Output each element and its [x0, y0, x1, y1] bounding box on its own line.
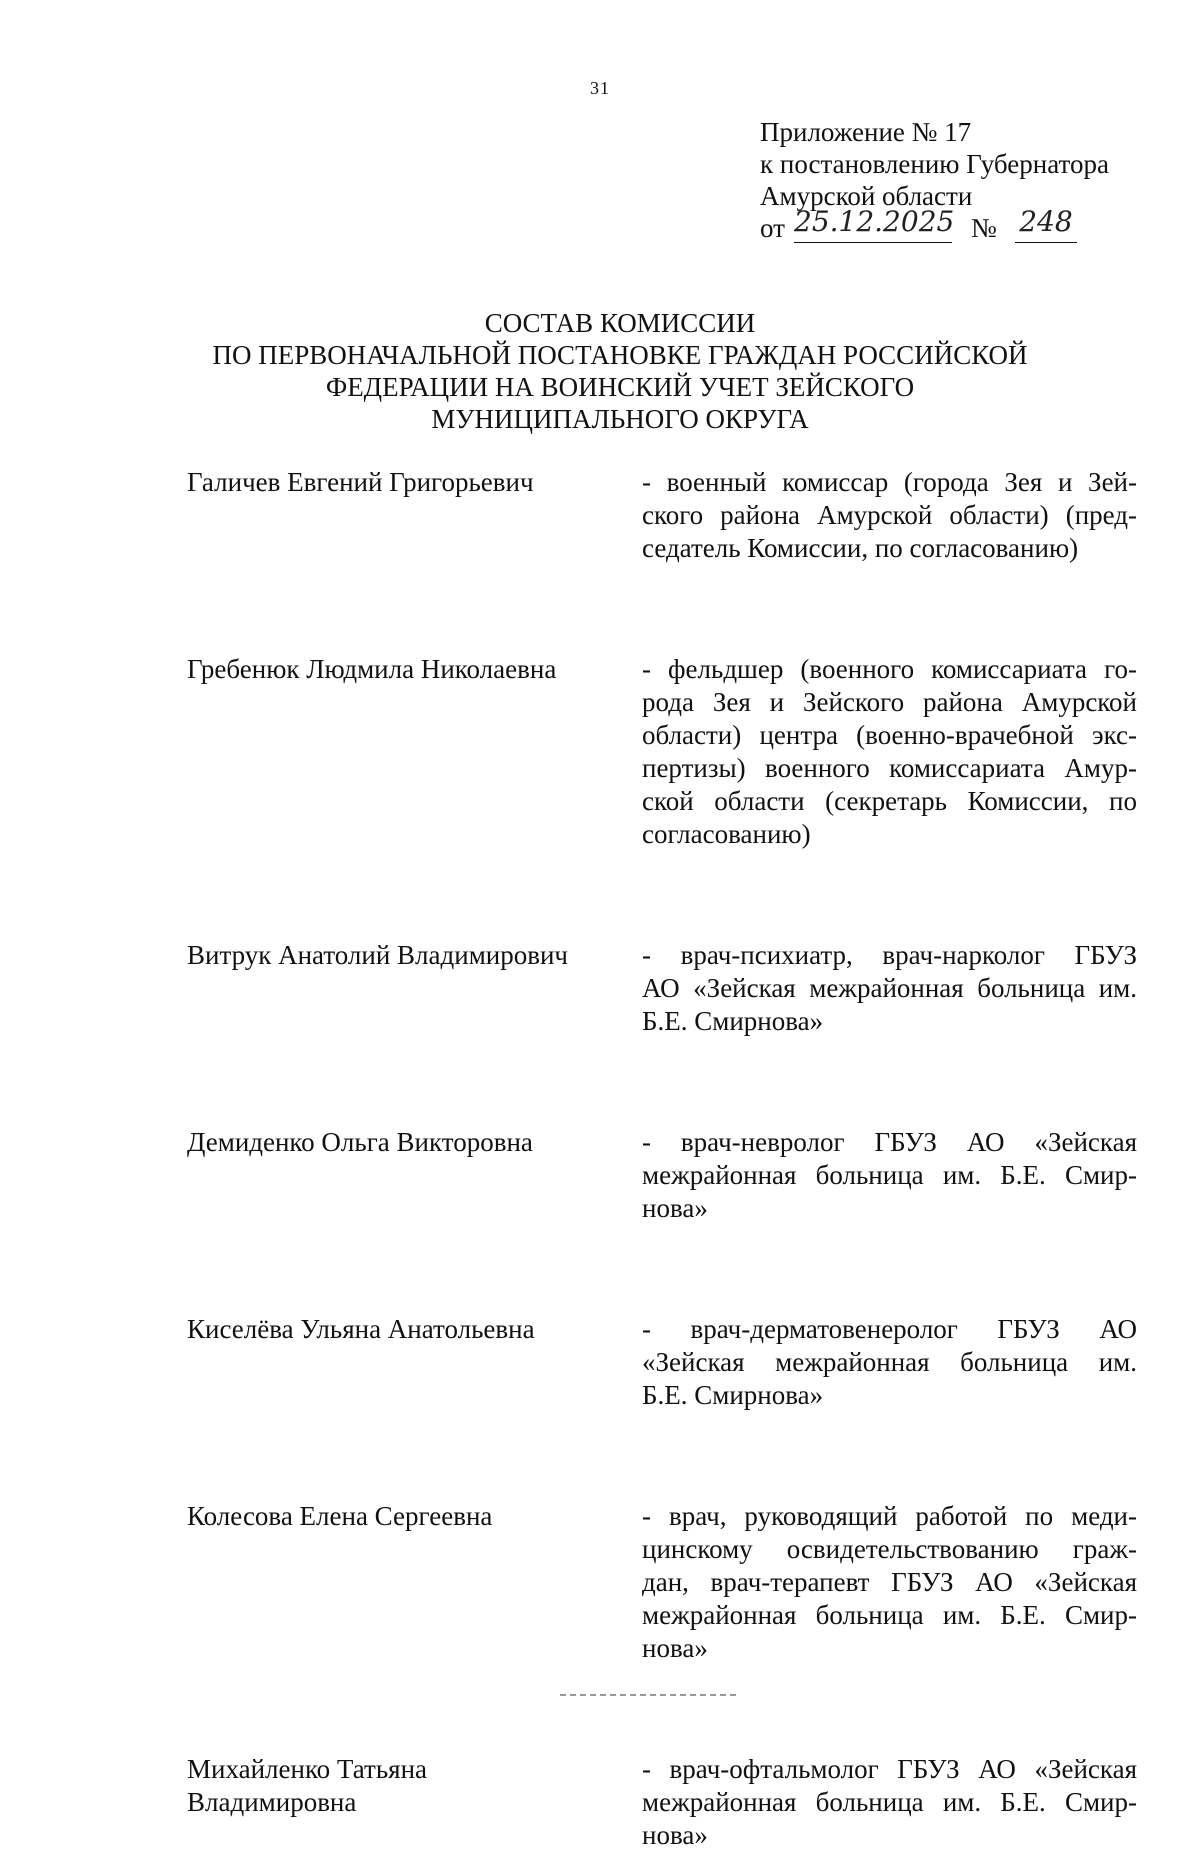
member-role-line: ского района Амурской области) (пред-	[642, 500, 1137, 530]
member-role-line: области) центра (военно-врачебной экс-	[642, 720, 1137, 750]
title-line-2: ПО ПЕРВОНАЧАЛЬНОЙ ПОСТАНОВКЕ ГРАЖДАН РОССИЙСКОЙ	[212, 340, 1028, 370]
member-role-line: - врач, руководящий работой по меди-	[642, 1501, 1137, 1531]
document-title	[160, 307, 1080, 435]
member-role-line: нова»	[642, 1820, 708, 1850]
member-row	[187, 939, 1137, 1038]
member-role-line: рода Зея и Зейского района Амурской	[642, 687, 1137, 717]
member-role-line: межрайонная больница им. Б.Е. Смир-	[642, 1600, 1137, 1630]
member-role-line: «Зейская межрайонная больница им.	[642, 1347, 1137, 1377]
member-row	[187, 466, 1137, 565]
member-role-line: пертизы) военного комиссариата Амур-	[642, 753, 1137, 783]
member-role-line: седатель Комиссии, по согласованию)	[642, 533, 1079, 563]
member-role-line: - врач-офтальмолог ГБУЗ АО «Зейская	[642, 1754, 1137, 1784]
member-row	[187, 1126, 1137, 1225]
title-line-1: СОСТАВ КОМИССИИ	[484, 308, 756, 338]
member-row	[187, 1500, 1137, 1665]
member-role	[642, 1126, 1137, 1225]
member-role-line: - военный комиссар (города Зея и Зей-	[642, 467, 1137, 497]
member-role-line: согласованию)	[642, 819, 811, 849]
member-name-line: Витрук Анатолий Владимирович	[187, 940, 569, 970]
member-name-line: Киселёва Ульяна Анатольевна	[187, 1314, 535, 1344]
decree-date-field	[794, 205, 955, 243]
member-name	[187, 1753, 642, 1852]
date-prefix: от	[760, 213, 785, 243]
member-name	[187, 939, 642, 1038]
page-number: 31	[590, 78, 610, 98]
title-line-4: МУНИЦИПАЛЬНОГО ОКРУГА	[431, 404, 809, 434]
member-role-line: - фельдшер (военного комиссариата го-	[642, 654, 1137, 684]
handwritten-number: 248	[1019, 205, 1073, 238]
member-name-line: Гребенюк Людмила Николаевна	[187, 654, 557, 684]
commission-members-list	[187, 466, 1137, 1852]
handwritten-date: 25.12.2025	[794, 205, 955, 238]
member-role	[642, 466, 1137, 565]
member-name-line: Михайленко Татьяна	[187, 1754, 428, 1784]
member-name	[187, 1126, 642, 1225]
member-role	[642, 1500, 1137, 1665]
member-name-line: Владимировна	[187, 1787, 357, 1817]
member-name-line: Галичев Евгений Григорьевич	[187, 467, 534, 497]
member-role	[642, 1753, 1137, 1852]
member-role-line: ской области (секретарь Комиссии, по	[642, 786, 1137, 816]
member-role-line: Б.Е. Смирнова»	[642, 1380, 824, 1410]
member-role-line: нова»	[642, 1633, 708, 1663]
member-role-line: цинскому освидетельствованию граж-	[642, 1534, 1137, 1564]
appendix-decree: к постановлению Губернатора	[760, 149, 1109, 179]
member-row	[187, 1313, 1137, 1412]
member-name-line: Колесова Елена Сергеевна	[187, 1501, 493, 1531]
member-role-line: нова»	[642, 1193, 708, 1223]
appendix-number: Приложение № 17	[760, 117, 972, 147]
title-line-3: ФЕДЕРАЦИИ НА ВОИНСКИЙ УЧЕТ ЗЕЙСКОГО	[325, 372, 915, 402]
member-role	[642, 1313, 1137, 1412]
appendix-header	[760, 116, 1160, 248]
decree-date-number-line	[760, 205, 1160, 248]
member-row	[187, 1753, 1137, 1852]
member-row	[187, 653, 1137, 851]
number-label: №	[971, 213, 997, 243]
scan-artifact	[560, 1694, 740, 1696]
member-role-line: - врач-психиатр, врач-нарколог ГБУЗ	[642, 940, 1137, 970]
member-role-line: - врач-невролог ГБУЗ АО «Зейская	[642, 1127, 1137, 1157]
member-role-line: Б.Е. Смирнова»	[642, 1006, 824, 1036]
member-name	[187, 653, 642, 851]
member-role-line: межрайонная больница им. Б.Е. Смир-	[642, 1160, 1137, 1190]
member-role-line: АО «Зейская межрайонная больница им.	[642, 973, 1137, 1003]
member-name-line: Демиденко Ольга Викторовна	[187, 1127, 533, 1157]
appendix-region: Амурской области	[760, 181, 973, 211]
member-role-line: межрайонная больница им. Б.Е. Смир-	[642, 1787, 1137, 1817]
member-name	[187, 1313, 642, 1412]
member-name	[187, 1500, 642, 1665]
member-role	[642, 653, 1137, 851]
member-role-line: - врач-дерматовенеролог ГБУЗ АО	[642, 1314, 1137, 1344]
member-name	[187, 466, 642, 565]
decree-number-field	[1015, 205, 1077, 243]
member-role	[642, 939, 1137, 1038]
member-role-line: дан, врач-терапевт ГБУЗ АО «Зейская	[642, 1567, 1137, 1597]
